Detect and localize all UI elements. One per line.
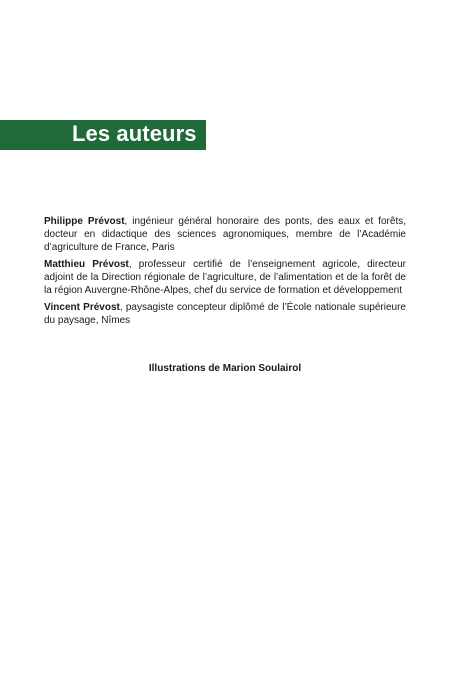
author-name: Vincent Prévost [44,302,120,313]
author-name: Matthieu Prévost [44,259,129,270]
author-description: , ingénieur général honoraire des ponts, des eaux et forêts, docteur en didactique des sciences agronomiques, membre de l’Académie d’agriculture de France, Paris [44,216,406,253]
author-entry-2 [44,258,406,297]
page-title: Les auteurs [72,121,197,146]
authors-list [44,215,406,331]
author-description: , paysagiste concepteur diplômé de l’École nationale supérieure du paysage, Nîmes [44,302,406,326]
author-name: Philippe Prévost [44,216,125,227]
author-description: , professeur certifié de l’enseignement agricole, directeur adjoint de la Direction régionale de l’agriculture, de l’alimentation et de la forêt de la région Auvergne-Rhône-Alpes, chef du service de formation et développement [44,259,406,296]
author-entry-3 [44,301,406,327]
illustrations-credit: Illustrations de Marion Soulairol [148,363,302,374]
author-entry-1 [44,215,406,254]
